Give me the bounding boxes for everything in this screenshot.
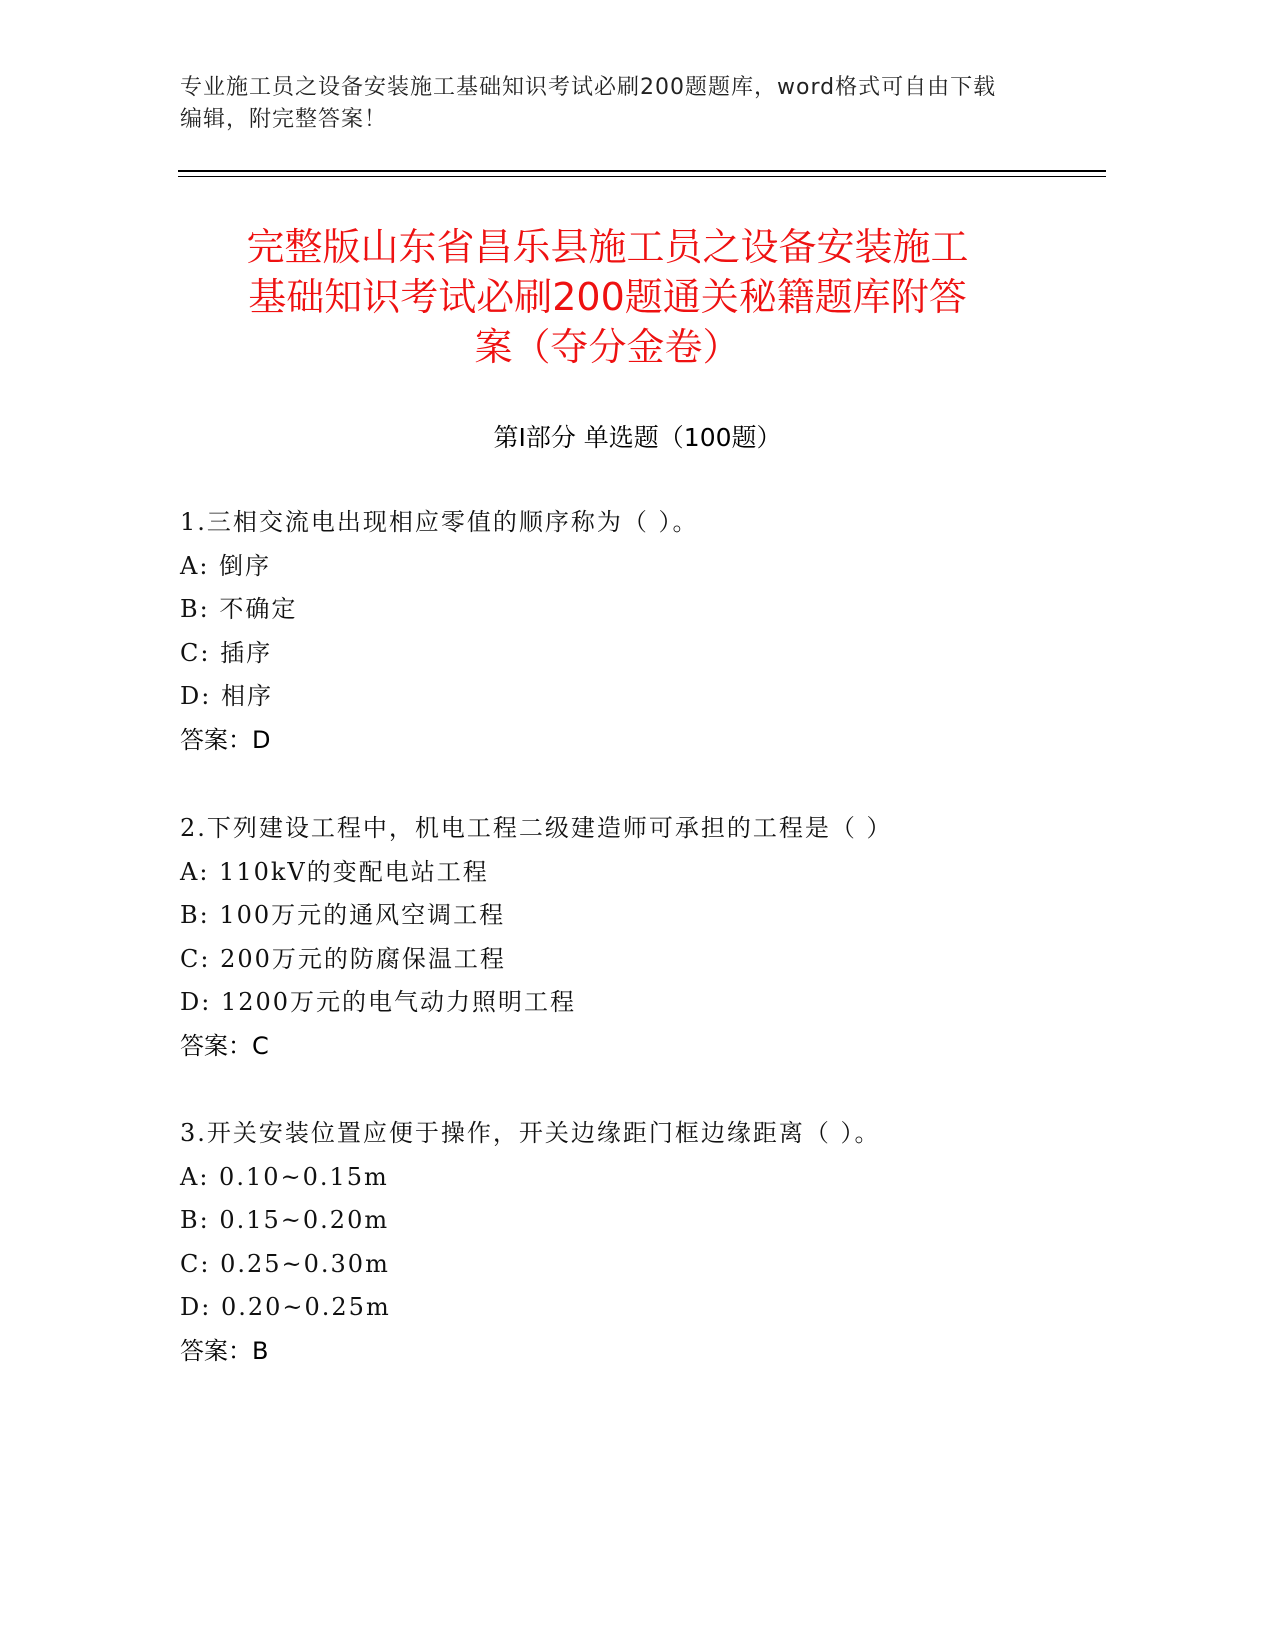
title-line-1: 完整版山东省昌乐县施工员之设备安装施工 — [246, 225, 969, 269]
option-a: A: 110kV的变配电站工程 — [180, 857, 489, 886]
question-1 — [180, 501, 1130, 762]
question-2 — [180, 807, 1130, 1068]
section-title: 第Ⅰ部分 单选题（100题） — [493, 423, 782, 452]
option-d: D: 0.20~0.25m — [180, 1293, 391, 1321]
header-divider-thick — [178, 170, 1106, 172]
question-stem: 2.下列建设工程中，机电工程二级建造师可承担的工程是（ ） — [180, 814, 893, 842]
question-stem: 1.三相交流电出现相应零值的顺序称为（ ）。 — [180, 508, 699, 536]
header-note — [180, 72, 1050, 136]
option-d: D: 相序 — [180, 682, 273, 710]
option-a: A: 0.10~0.15m — [180, 1162, 389, 1191]
option-d: D: 1200万元的电气动力照明工程 — [180, 988, 577, 1016]
option-c: C: 插序 — [180, 638, 273, 667]
option-a: A: 倒序 — [180, 551, 272, 580]
question-stem: 3.开关安装位置应便于操作，开关边缘距门框边缘距离（ ）。 — [180, 1119, 881, 1147]
answer: 答案：D — [180, 725, 271, 754]
title-line-3: 案（夺分金卷） — [474, 325, 741, 369]
answer: 答案：C — [180, 1031, 269, 1060]
header-divider-thin — [178, 176, 1106, 177]
option-c: C: 200万元的防腐保温工程 — [180, 944, 506, 973]
option-b: B: 不确定 — [180, 595, 298, 623]
title-line-2: 基础知识考试必刷200题通关秘籍题库附答 — [248, 275, 967, 319]
question-3 — [180, 1112, 1130, 1373]
option-b: B: 100万元的通风空调工程 — [180, 901, 506, 929]
answer: 答案：B — [180, 1336, 269, 1365]
option-b: B: 0.15~0.20m — [180, 1206, 390, 1234]
option-c: C: 0.25~0.30m — [180, 1249, 390, 1278]
header-note-line-1: 专业施工员之设备安装施工基础知识考试必刷200题题库，word格式可自由下载 — [180, 75, 997, 100]
document-title — [150, 222, 1065, 372]
header-note-line-2: 编辑，附完整答案！ — [180, 107, 388, 132]
